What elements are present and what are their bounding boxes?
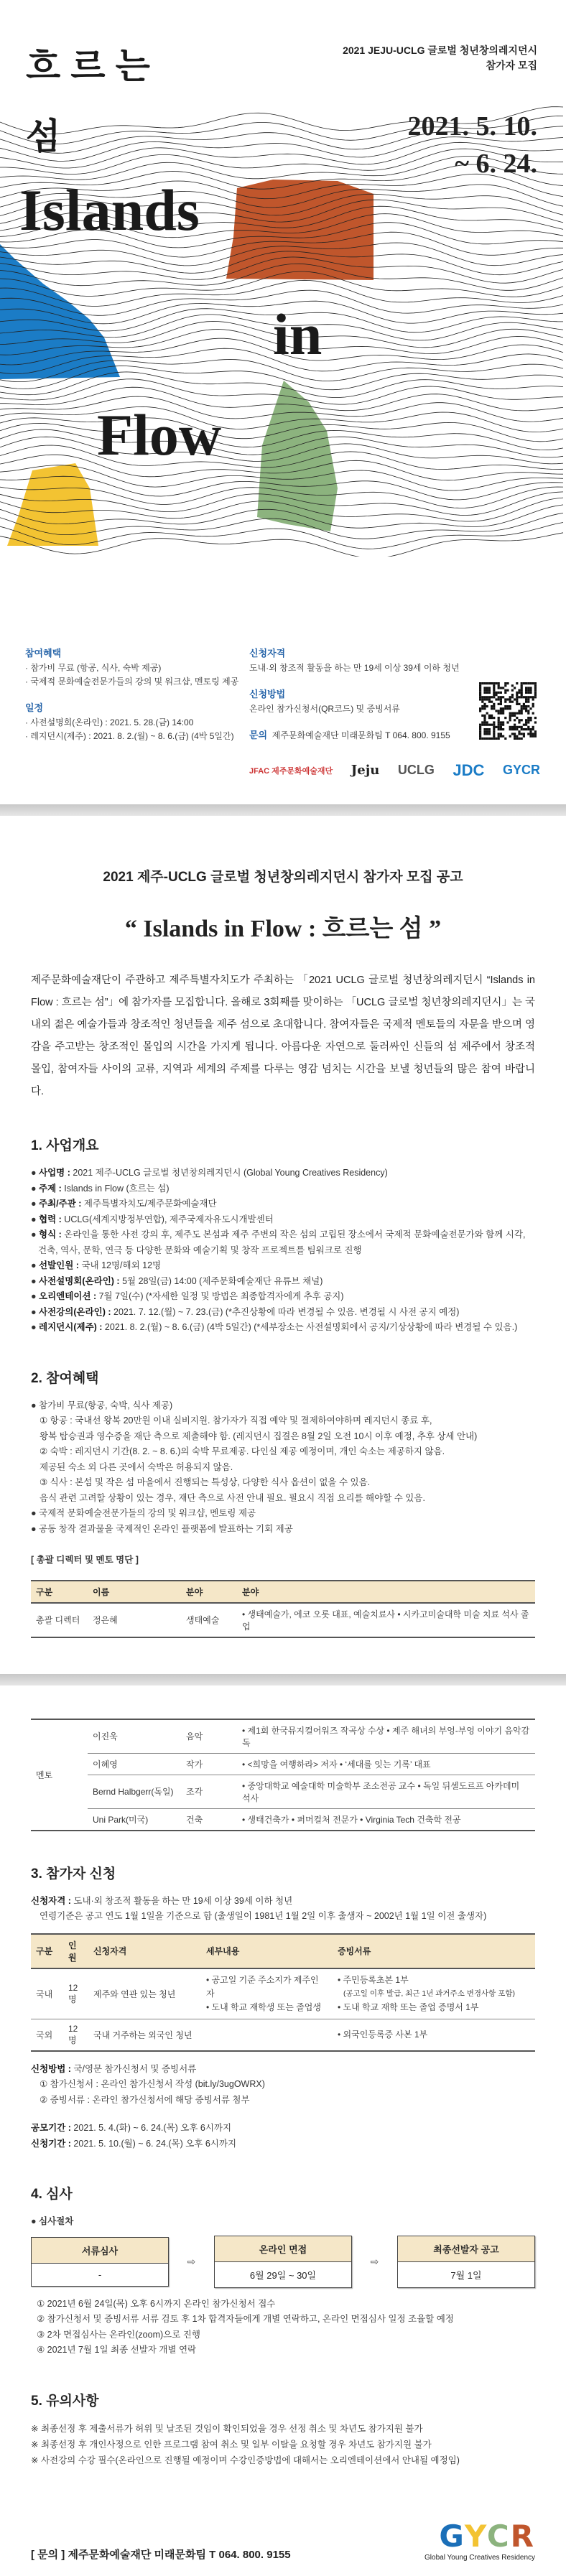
schedule-item: · 사전설명회(온라인) : 2021. 5. 28.(금) 14:00 xyxy=(25,717,194,727)
review-note: ③ 2차 면접심사는 온라인(zoom)으로 진행 xyxy=(37,2329,200,2340)
table-row xyxy=(31,2019,535,2051)
application-table xyxy=(31,1933,535,2052)
overview-item: ● 사전강의(온라인) : 2021. 7. 12.(월) ~ 7. 23.(금) (*추진상황에 따라 변경될 수 있음. 변경될 시 사전 공지 예정) xyxy=(31,1306,460,1317)
cell-docs xyxy=(333,2019,535,2051)
item-label: 레지던시(제주) : xyxy=(39,1322,103,1332)
overview-item: ● 사전설명회(온라인) : 5월 28일(금) 14:00 (제주문화예술재단 유튜브 채널) xyxy=(31,1275,323,1286)
item-label: 주최/주관 : xyxy=(39,1199,82,1209)
section-divider xyxy=(0,804,566,816)
benefit-line: ● 공동 창작 결과물을 국제적인 온라인 플랫폼에 발표하는 기회 제공 xyxy=(31,1523,293,1534)
col-header: 구분 xyxy=(31,1934,63,1968)
cell-count: 12명 xyxy=(63,1968,88,2019)
step-date: 6월 29일 ~ 30일 xyxy=(249,2269,317,2281)
orange-island-shape xyxy=(226,180,374,280)
section-1-title: 1. 사업개요 xyxy=(31,1138,99,1153)
section-divider xyxy=(0,1674,566,1685)
item-text: 7월 7일(수) (*자세한 일정 및 방법은 최종합격자에게 추후 공지) xyxy=(96,1291,344,1301)
item-text: Islands in Flow (흐르는 섬) xyxy=(61,1183,170,1194)
section-4-title: 4. 심사 xyxy=(31,2187,73,2202)
eligibility-label: 신청자격 : xyxy=(31,1895,71,1906)
cell-field: 조각 xyxy=(181,1775,237,1808)
director-table xyxy=(31,1580,535,1638)
word-islands: Islands xyxy=(19,177,200,243)
arrow-right-icon: ⇨ xyxy=(370,2255,379,2267)
col-header: 신청자격 xyxy=(88,1934,201,1968)
caution-note: ※ 최종선정 후 개인사정으로 인한 프로그램 참여 취소 및 일부 이탈을 요청할 경우 차년도 참가지원 불가 xyxy=(31,2439,432,2450)
process-label: ● 심사절차 xyxy=(31,2216,74,2226)
info-left xyxy=(25,646,238,755)
mentor-table-title: [ 총괄 디렉터 및 멘토 명단 ] xyxy=(31,1555,139,1565)
eligibility-text: 도내·외 창조적 활동을 하는 만 19세 이상 39세 이하 청년 xyxy=(249,663,460,673)
benefit-line: ● 참가비 무료(항공, 숙박, 식사 제공) xyxy=(31,1400,173,1410)
item-text: 5월 28일(금) 14:00 (제주문화예술재단 유튜브 채널) xyxy=(119,1275,323,1286)
period-text: 2021. 5. 10.(월) ~ 6. 24.(목) 오후 6시까지 xyxy=(70,2138,237,2149)
section-5-title: 5. 유의사항 xyxy=(31,2393,99,2409)
step-date: 7월 1일 xyxy=(450,2269,482,2281)
table-row xyxy=(31,1753,535,1775)
schedule-heading: 일정 xyxy=(25,702,44,713)
method-text: 온라인 참가신청서(QR코드) 및 증빙서류 xyxy=(249,704,400,714)
review-note: ④ 2021년 7월 1일 최종 선발자 개별 연락 xyxy=(37,2345,197,2355)
cell-desc: • 제1회 한국뮤지컬어워즈 작곡상 수상 • 제주 해녀의 부엉-부엉 이야기 음악감독 xyxy=(237,1719,535,1754)
word-in: in xyxy=(273,302,323,367)
period-label: 신청기간 : xyxy=(31,2138,71,2149)
date-start: 2021. 5. 10. xyxy=(407,111,537,141)
cell-field: 건축 xyxy=(181,1808,237,1831)
benefit-line: 왕복 탑승권과 영수증을 재단 측으로 제출해야 함. (레지던시 집결은 8월 2일 오전 10시 이후 예정, 추후 상세 안내) xyxy=(40,1431,478,1441)
item-text: 2021 제주-UCLG 글로벌 청년창의레지던시 (Global Young Creatives Residency) xyxy=(70,1168,388,1178)
benefit-item: · 참가비 무료 (항공, 식사, 숙박 제공) xyxy=(25,663,162,673)
table-row xyxy=(31,1603,535,1637)
date-end: ~ 6. 24. xyxy=(455,149,537,179)
overview-item: ● 사업명 : 2021 제주-UCLG 글로벌 청년창의레지던시 (Global Young Creatives Residency) xyxy=(31,1168,388,1178)
overview-item: ● 레지던시(제주) : 2021. 8. 2.(월) ~ 8. 6.(금) (4박 5일간) (*세부장소는 사전설명회에서 공지/기상상황에 따라 변경될 수 있음.) xyxy=(31,1322,518,1332)
sponsor-logos xyxy=(249,754,540,786)
cell-docs xyxy=(333,1968,535,2019)
info-right xyxy=(249,646,460,743)
method-text: 국/영문 참가신청서 및 증빙서류 xyxy=(70,2063,197,2074)
col-header: 인원 xyxy=(63,1934,88,1968)
item-label: 오리엔테이션 : xyxy=(39,1291,97,1301)
event-title xyxy=(343,43,537,73)
cell-details xyxy=(201,1968,333,2019)
uclg-logo: UCLG xyxy=(397,763,435,777)
overview-item: ● 형식 : 온라인을 통한 사전 강의 후, 제주도 본섬과 제주 주변의 작은 섬의 고립된 장소에서 국제적 문화예술전문가와 함께 시각, 건축, 역사, 문학, 연극 등 다양한 문화와 예술기획 및 창작 프로젝트를 팀워크로 진행 xyxy=(31,1229,526,1255)
overview-item: ● 협력 : UCLG(세계지방정부연합), 제주국제자유도시개발센터 xyxy=(31,1214,274,1224)
benefits-list xyxy=(31,1398,535,1538)
schedule-item: · 레지던시(제주) : 2021. 8. 2.(월) ~ 8. 6.(금) (4박 5일간) xyxy=(25,731,234,741)
review-note: ② 참가신청서 및 증빙서류 서류 검토 후 1차 합격자들에게 개별 연락하고, 온라인 면접심사 일정 조율할 예정 xyxy=(37,2314,454,2324)
cell-line: • 주민등록초본 1부 xyxy=(338,1974,409,1985)
notice-page xyxy=(0,816,566,1638)
cell-field: 음악 xyxy=(181,1719,237,1754)
item-text: UCLG(세계지방정부연합), 제주국제자유도시개발센터 xyxy=(61,1214,274,1224)
cell-name: 이혜영 xyxy=(88,1753,181,1775)
korean-title-line1: 흐르는 xyxy=(26,45,160,87)
benefit-item: · 국제적 문화예술전문가들의 강의 및 워크샵, 멘토링 제공 xyxy=(25,676,239,687)
korean-title-line2: 섬 xyxy=(26,115,61,157)
footer-contact: [ 문의 ] 제주문화예술재단 미래문화팀 T 064. 800. 9155 xyxy=(31,2548,291,2561)
period-text: 2021. 5. 4.(화) ~ 6. 24.(목) 오후 6시까지 xyxy=(70,2123,232,2133)
cell-line: • 도내 학교 재학 또는 졸업 증명서 1부 xyxy=(338,2001,479,2012)
table-row xyxy=(31,1719,535,1754)
contact-text: 제주문화예술재단 미래문화팀 T 064. 800. 9155 xyxy=(272,730,450,740)
overview-item: ● 주제 : Islands in Flow (흐르는 섬) xyxy=(31,1183,170,1194)
benefit-line: 제공된 숙소 외 다른 곳에서 숙박은 허용되지 않음. xyxy=(40,1461,233,1472)
cell-line: (공고일 이후 발급, 최근 1년 과거주소 변경사항 포함) xyxy=(343,1989,516,1998)
notice-title: 2021 제주-UCLG 글로벌 청년창의레지던시 참가자 모집 공고 xyxy=(103,870,463,885)
eligibility-text: 도내·외 창조적 활동을 하는 만 19세 이상 39세 이하 청년 xyxy=(70,1895,293,1906)
footer xyxy=(31,2519,535,2576)
col-header: 분야 xyxy=(237,1581,535,1603)
cell-line: • 공고일 기준 주소지가 제주인 자 xyxy=(206,1974,319,1999)
method-label: 신청방법 : xyxy=(31,2063,71,2074)
process-step xyxy=(214,2236,352,2288)
event-dates xyxy=(408,108,538,182)
process-step xyxy=(397,2236,535,2288)
col-header: 증빙서류 xyxy=(333,1934,535,1968)
item-label: 선발인원 : xyxy=(39,1260,79,1270)
step-date: - xyxy=(98,2269,102,2280)
cell-type: 국내 xyxy=(31,1968,63,2019)
benefit-line: ② 숙박 : 레지던시 기간(8. 2. ~ 8. 6.)의 숙박 무료제공. 다인실 제공 예정이며, 개인 숙소는 제공하지 않음. xyxy=(40,1446,445,1456)
cell-name: Bernd Halbgerr(독일) xyxy=(88,1775,181,1808)
col-header: 세부내용 xyxy=(201,1934,333,1968)
review-process xyxy=(31,2236,535,2288)
item-label: 사업명 : xyxy=(39,1168,70,1178)
section-3-title: 3. 참가자 신청 xyxy=(31,1866,116,1882)
jeju-logo: Jeju xyxy=(351,763,380,778)
cell-details xyxy=(201,2019,333,2051)
cell-desc: • 생태건축가 • 퍼머컬처 전문가 • Virginia Tech 건축학 전공 xyxy=(237,1808,535,1831)
mentor-table xyxy=(31,1719,535,1831)
section-2-title: 2. 참여혜택 xyxy=(31,1370,99,1386)
item-label: 사전설명회(온라인) : xyxy=(39,1275,120,1286)
overview-item: ● 주최/주관 : 제주특별자치도/제주문화예술재단 xyxy=(31,1199,217,1209)
item-text: 제주특별자치도/제주문화예술재단 xyxy=(81,1199,217,1209)
cell-name: 정은혜 xyxy=(88,1603,181,1637)
cell-count: 12명 xyxy=(63,2019,88,2051)
age-note: 연령기준은 공고 연도 1월 1일을 기준으로 함 (출생일이 1981년 1월 2일 이후 출생자 ~ 2002년 1월 1일 이전 출생자) xyxy=(40,1911,487,1921)
cell-line: • 도내 학교 재학생 또는 졸업생 xyxy=(206,2001,321,2012)
benefits-heading: 참여혜택 xyxy=(25,648,62,659)
cell-field: 생태예술 xyxy=(181,1603,237,1637)
cell-desc: • 중앙대학교 예술대학 미술학부 조소전공 교수 • 독일 뒤셀도르프 아카데미 석사 xyxy=(237,1775,535,1808)
gycr-logo xyxy=(424,2519,535,2562)
item-label: 주제 : xyxy=(39,1183,62,1194)
method-item: ① 참가신청서 : 온라인 참가신청서 작성 (bit.ly/3ugOWRX) xyxy=(40,2079,265,2089)
process-step xyxy=(31,2237,169,2287)
cell-role: 총괄 디렉터 xyxy=(31,1603,88,1637)
col-header: 구분 xyxy=(31,1581,88,1603)
cell-qual: 제주와 연관 있는 청년 xyxy=(88,1968,201,2019)
benefit-line: ① 항공 : 국내선 왕복 20만원 이내 실비지원. 참가자가 직접 예약 및 결제하여야하며 레지던시 종료 후, xyxy=(40,1415,432,1426)
qr-code[interactable] xyxy=(479,682,537,740)
benefit-line: ● 국제적 문화예술전문가들의 강의 및 워크샵, 멘토링 제공 xyxy=(31,1508,256,1518)
table-row xyxy=(31,1968,535,2019)
cell-field: 작가 xyxy=(181,1753,237,1775)
gycr-logo-text: Global Young Creatives Residency xyxy=(424,2553,535,2562)
method-heading: 신청방법 xyxy=(249,689,286,699)
jfac-logo: JFAC 제주문화예술재단 xyxy=(249,766,333,776)
item-text: 온라인을 통한 사전 강의 후, 제주도 본섬과 제주 주변의 작은 섬의 고립된 장소에서 국제적 문화예술전문가와 함께 시각, 건축, 역사, 문학, 연극 등 다양한 문화와 예술기획 및 창작 프로젝트를 팀워크로 진행 xyxy=(38,1229,526,1255)
step-name: 서류심사 xyxy=(32,2238,168,2264)
arrow-right-icon: ⇨ xyxy=(187,2255,196,2267)
event-title-line1: 2021 JEJU-UCLG 글로벌 청년창의레지던시 xyxy=(343,45,537,56)
cell-desc: • 생태예술가, 에코 오롯 대표, 예술치료사 • 시카고미술대학 미술 치료 석사 졸업 xyxy=(237,1603,535,1637)
gycr-logo: GYCR xyxy=(502,763,540,777)
item-label: 형식 : xyxy=(39,1229,62,1240)
cell-qual: 국내 거주하는 외국인 청년 xyxy=(88,2019,201,2051)
eligibility-heading: 신청자격 xyxy=(249,648,286,659)
table-row xyxy=(31,1808,535,1831)
cell-name: 이진욱 xyxy=(88,1719,181,1754)
overview-list xyxy=(31,1166,535,1336)
item-text: 국내 12명/해외 12명 xyxy=(78,1260,162,1270)
word-flow: Flow xyxy=(97,402,222,468)
jdc-logo: JDC xyxy=(453,761,485,779)
poster xyxy=(0,0,566,804)
event-title-line2: 참가자 모집 xyxy=(486,60,537,71)
caution-note: ※ 사전강의 수강 필수(온라인으로 진행될 예정이며 수강인증방법에 대해서는 오리엔테이션에서 안내될 예정임) xyxy=(31,2455,460,2465)
caution-note: ※ 최종선정 후 제출서류가 허위 및 날조된 것임이 확인되었을 경우 선정 취소 및 차년도 참가지원 불가 xyxy=(31,2423,423,2434)
item-text: 2021. 7. 12.(월) ~ 7. 23.(금) (*추진상황에 따라 변경될 수 있음. 변경될 시 사전 공지 예정) xyxy=(111,1306,460,1317)
period-label: 공모기간 : xyxy=(31,2123,71,2133)
cell-name: Uni Park(미국) xyxy=(88,1808,181,1831)
item-label: 사전강의(온라인) : xyxy=(39,1306,111,1317)
cell-desc: • <희망을 여행하라> 저자 • ‘세대를 잇는 기록’ 대표 xyxy=(237,1753,535,1775)
benefit-line: ③ 식사 : 본섬 및 작은 섬 마을에서 진행되는 특성상, 다양한 식사 옵션이 없을 수 있음. xyxy=(40,1477,371,1487)
notice-theme: “ Islands in Flow : 흐르는 섬 ” xyxy=(124,916,442,942)
cell-type: 국외 xyxy=(31,2019,63,2051)
review-note: ① 2021년 6월 24일(목) 오후 6시까지 온라인 참가신청서 접수 xyxy=(37,2298,276,2309)
contact-label: 문의 xyxy=(249,730,268,740)
benefit-line: 음식 관련 고려할 상황이 있는 경우, 재단 측으로 사전 안내 필요. 필요시 직접 요리를 해야할 수 있음. xyxy=(40,1492,425,1503)
notice-intro: 제주문화예술재단이 주관하고 제주특별자치도가 주최하는 「2021 UCLG 글로벌 청년창의레지던시 “Islands in Flow : 흐르는 섬”」에 참가자를 모집합니다. 올해로 3회째를 맞이하는 「UCLG 글로벌 청년창의레지던시」는 국내외 젊은 예술가들과 창조적인 청년들을 제주 섬으로 초대합니다. 참여자들은 국제적 멘토들의 자문을 받으며 영감을 주고받는 창조적인 몰입의 시간을 가지게 됩니다. 아름다운 자연으로 둘러싸인 신들의 섬 제주에서 창조적 몰입, 참여자들 사이의 교류, 지역과 세계의 주제를 다루는 영감 넘치는 시간을 보낼 청년들의 많은 참여 바랍니다. xyxy=(31,975,535,1097)
gycr-logo-mark: GYCR xyxy=(439,2518,535,2554)
item-label: 협력 : xyxy=(39,1214,62,1224)
overview-item: ● 선발인원 : 국내 12명/해외 12명 xyxy=(31,1260,162,1270)
step-name: 최종선발자 공고 xyxy=(398,2236,534,2262)
item-text: 2021. 8. 2.(월) ~ 8. 6.(금) (4박 5일간) (*세부장소는 사전설명회에서 공지/기상상황에 따라 변경될 수 있음.) xyxy=(102,1322,518,1332)
col-header: 분야 xyxy=(181,1581,237,1603)
table-row xyxy=(31,1775,535,1808)
overview-item: ● 오리엔테이션 : 7월 7일(수) (*자세한 일정 및 방법은 최종합격자에게 추후 공지) xyxy=(31,1291,344,1301)
col-header: 이름 xyxy=(88,1581,181,1603)
cell-role: 멘토 xyxy=(31,1719,88,1831)
method-item: ② 증빙서류 : 온라인 참가신청서에 해당 증빙서류 첨부 xyxy=(40,2094,250,2105)
cell-line: • 외국인등록증 사본 1부 xyxy=(338,2029,428,2040)
step-name: 온라인 면접 xyxy=(215,2236,351,2262)
